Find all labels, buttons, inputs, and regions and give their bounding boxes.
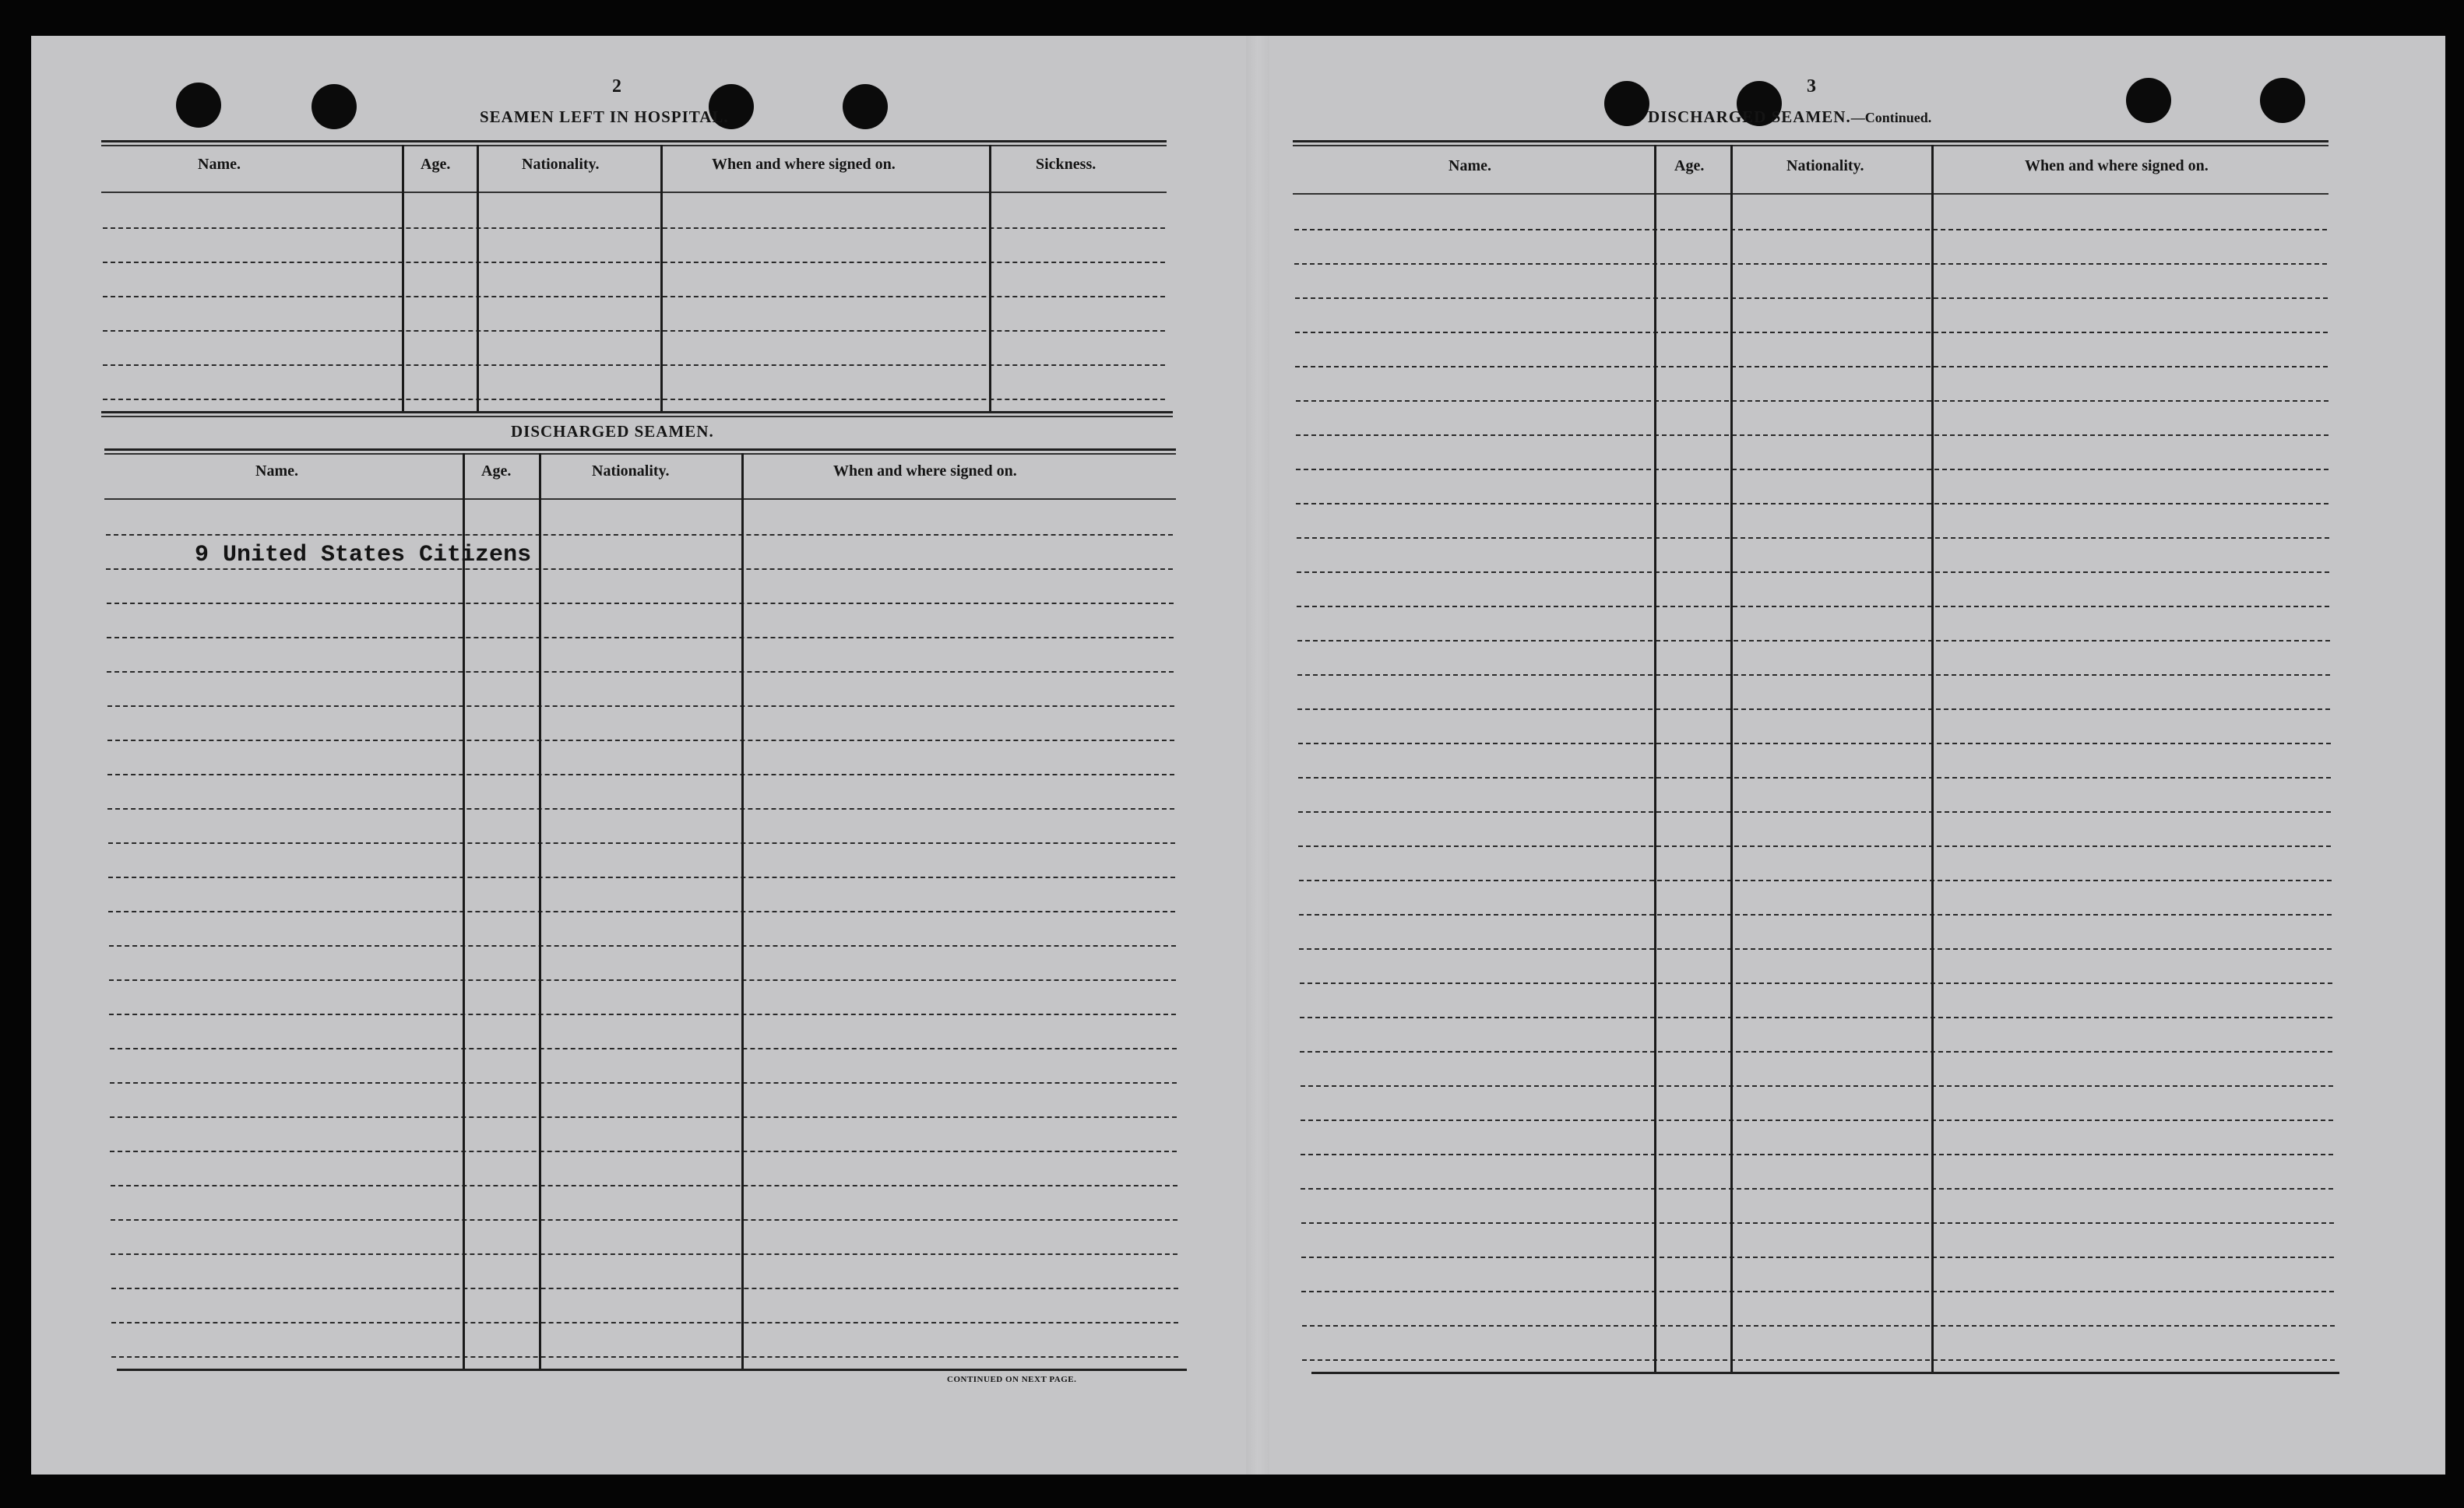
hospital-table-top-rule bbox=[101, 140, 1167, 142]
discharged-col-age: Age. bbox=[481, 462, 512, 480]
discharged-table-bottom-rule bbox=[117, 1369, 1187, 1371]
hospital-col-divider bbox=[477, 145, 479, 411]
ruled-row-line bbox=[1300, 1051, 2332, 1053]
ruled-row-line bbox=[110, 1151, 1177, 1152]
hospital-col-age: Age. bbox=[421, 156, 451, 173]
discharged-table-top-rule-thin bbox=[104, 453, 1176, 455]
ruled-row-line bbox=[103, 296, 1165, 297]
ruled-row-line bbox=[110, 1082, 1177, 1084]
ruled-row-line bbox=[1301, 1257, 2334, 1258]
ruled-row-line bbox=[107, 808, 1174, 810]
right-col-age: Age. bbox=[1674, 157, 1705, 174]
ruled-row-line bbox=[1296, 503, 2328, 504]
punch-hole bbox=[2260, 78, 2305, 123]
ruled-row-line bbox=[1296, 469, 2328, 470]
ruled-row-line bbox=[107, 671, 1174, 673]
hospital-section-title: SEAMEN LEFT IN HOSPITAL. bbox=[480, 107, 729, 126]
ruled-row-line bbox=[103, 227, 1165, 229]
ruled-row-line bbox=[1299, 914, 2332, 916]
typed-entry: 9 United States Citizens bbox=[195, 542, 532, 568]
ruled-row-line bbox=[1302, 1359, 2335, 1361]
right-col-name: Name. bbox=[1448, 157, 1491, 174]
ruled-row-line bbox=[1295, 366, 2328, 367]
ruled-row-line bbox=[108, 911, 1175, 912]
ruled-row-line bbox=[1302, 1325, 2335, 1327]
ruled-row-line bbox=[1297, 640, 2330, 642]
hospital-table-bottom-rule-thin bbox=[101, 416, 1173, 417]
ruled-row-line bbox=[109, 979, 1176, 981]
ruled-row-line bbox=[108, 842, 1175, 844]
punch-hole bbox=[1604, 81, 1649, 126]
hospital-col-signed-on: When and where signed on. bbox=[712, 156, 896, 173]
ruled-row-line bbox=[103, 330, 1165, 332]
ruled-row-line bbox=[1300, 982, 2332, 984]
ruled-row-line bbox=[1301, 1085, 2333, 1087]
ruled-row-line bbox=[1296, 434, 2328, 436]
left-page-number: 2 bbox=[612, 76, 621, 97]
right-page-number: 3 bbox=[1807, 76, 1816, 97]
ruled-row-line bbox=[1301, 1222, 2334, 1224]
punch-hole bbox=[312, 84, 357, 129]
ruled-row-line bbox=[103, 262, 1165, 263]
right-title-suffix: —Continued. bbox=[1850, 110, 1932, 125]
discharged-col-name: Name. bbox=[255, 462, 298, 480]
ruled-row-line bbox=[107, 774, 1174, 775]
ruled-row-line bbox=[108, 877, 1175, 878]
ruled-row-line bbox=[107, 740, 1174, 741]
ruled-row-line bbox=[1295, 297, 2328, 299]
ruled-row-line bbox=[111, 1356, 1178, 1358]
right-title-main: DISCHARGED SEAMEN. bbox=[1648, 107, 1851, 126]
ruled-row-line bbox=[111, 1322, 1178, 1323]
ruled-row-line bbox=[110, 1116, 1177, 1118]
ruled-row-line bbox=[106, 534, 1173, 536]
punch-hole bbox=[176, 83, 221, 128]
ruled-row-line bbox=[107, 705, 1174, 707]
ruled-row-line bbox=[1296, 400, 2328, 402]
discharged-section-title: DISCHARGED SEAMEN. bbox=[511, 422, 714, 441]
right-table-top-rule-thin bbox=[1293, 145, 2328, 146]
right-col-divider bbox=[1654, 145, 1656, 1372]
hospital-col-name: Name. bbox=[198, 156, 241, 173]
ruled-row-line bbox=[1298, 811, 2331, 813]
ruled-row-line bbox=[1298, 845, 2331, 847]
ruled-row-line bbox=[1295, 332, 2328, 333]
hospital-col-divider bbox=[660, 145, 663, 411]
ruled-row-line bbox=[103, 364, 1165, 366]
ruled-row-line bbox=[110, 1048, 1177, 1049]
continued-note: CONTINUED ON NEXT PAGE. bbox=[947, 1375, 1077, 1384]
ruled-row-line bbox=[109, 945, 1176, 947]
right-header-rule bbox=[1293, 193, 2328, 195]
punch-hole bbox=[2126, 78, 2171, 123]
ruled-row-line bbox=[1294, 229, 2327, 230]
ruled-row-line bbox=[1297, 674, 2330, 676]
discharged-table-top-rule bbox=[104, 448, 1176, 451]
ruled-row-line bbox=[111, 1253, 1177, 1255]
discharged-col-divider bbox=[539, 453, 541, 1369]
ruled-row-line bbox=[1300, 1017, 2332, 1018]
right-col-nationality: Nationality. bbox=[1786, 157, 1864, 174]
ruled-row-line bbox=[1298, 743, 2331, 744]
ruled-row-line bbox=[1297, 537, 2329, 539]
discharged-col-nationality: Nationality. bbox=[592, 462, 670, 480]
ruled-row-line bbox=[1301, 1188, 2333, 1190]
hospital-col-divider bbox=[989, 145, 991, 411]
hospital-col-sickness: Sickness. bbox=[1036, 156, 1096, 173]
document-sheet bbox=[31, 36, 2445, 1475]
ruled-row-line bbox=[1301, 1154, 2333, 1155]
page-fold bbox=[1246, 36, 1269, 1475]
ruled-row-line bbox=[109, 1014, 1176, 1015]
ruled-row-line bbox=[1297, 606, 2329, 607]
hospital-col-nationality: Nationality. bbox=[522, 156, 600, 173]
ruled-row-line bbox=[111, 1185, 1177, 1186]
discharged-header-rule bbox=[104, 498, 1176, 500]
right-col-signed-on: When and where signed on. bbox=[2025, 157, 2209, 174]
ruled-row-line bbox=[103, 399, 1165, 400]
hospital-table-bottom-rule bbox=[101, 411, 1173, 413]
ruled-row-line bbox=[1301, 1120, 2333, 1121]
ruled-row-line bbox=[111, 1219, 1177, 1221]
ruled-row-line bbox=[1299, 880, 2332, 881]
right-col-divider bbox=[1730, 145, 1733, 1372]
right-section-title bbox=[1648, 107, 1931, 127]
ruled-row-line bbox=[106, 568, 1173, 570]
discharged-col-divider bbox=[741, 453, 744, 1369]
ruled-row-line bbox=[107, 603, 1174, 604]
right-col-divider bbox=[1931, 145, 1934, 1372]
ruled-row-line bbox=[1297, 708, 2330, 710]
ruled-row-line bbox=[111, 1288, 1178, 1289]
punch-hole bbox=[843, 84, 888, 129]
ruled-row-line bbox=[1298, 777, 2331, 779]
ruled-row-line bbox=[1299, 948, 2332, 950]
hospital-table-top-rule-thin bbox=[101, 145, 1167, 146]
hospital-header-rule bbox=[101, 192, 1167, 193]
discharged-col-divider bbox=[463, 453, 465, 1369]
hospital-col-divider bbox=[402, 145, 404, 411]
right-table-top-rule bbox=[1293, 140, 2328, 142]
discharged-col-signed-on: When and where signed on. bbox=[833, 462, 1017, 480]
ruled-row-line bbox=[1294, 263, 2327, 265]
ruled-row-line bbox=[1301, 1291, 2334, 1292]
right-table-bottom-rule bbox=[1311, 1372, 2339, 1374]
ruled-row-line bbox=[107, 637, 1174, 638]
ruled-row-line bbox=[1297, 571, 2329, 573]
